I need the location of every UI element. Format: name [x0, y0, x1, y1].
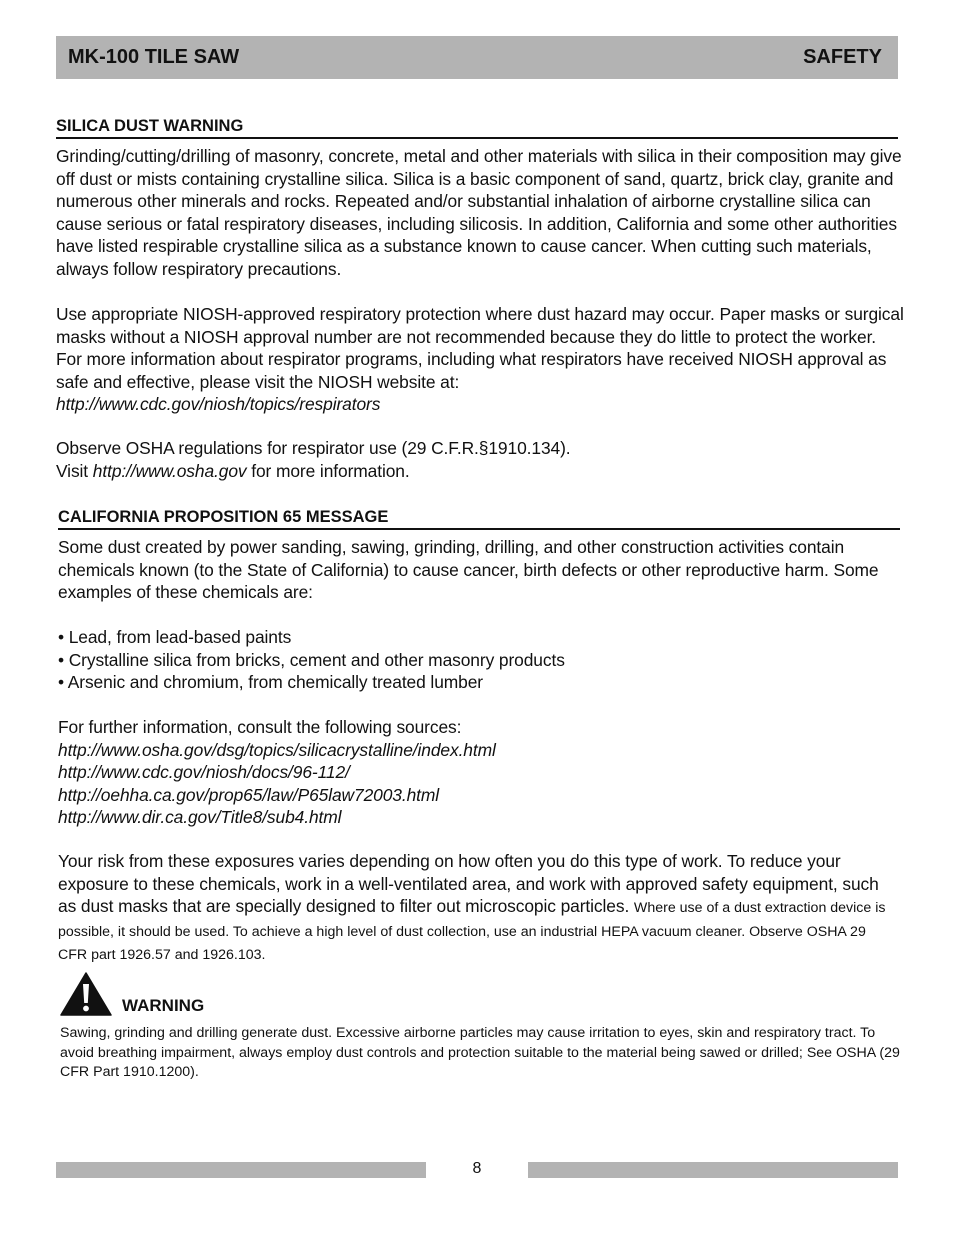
osha-link[interactable]: http://www.osha.gov — [92, 460, 247, 481]
sources-intro: For further information, consult the following sources: — [58, 717, 462, 737]
source-link[interactable]: http://www.osha.gov/dsg/topics/silicacrystalline/index.html — [58, 739, 496, 760]
manual-title: MK-100 TILE SAW — [68, 46, 240, 68]
silica-heading: SILICA DUST WARNING — [56, 116, 898, 139]
footer-bar-right — [528, 1162, 898, 1178]
risk-paragraph — [58, 850, 894, 966]
silica-paragraph-2 — [56, 303, 904, 416]
more-info-text: for more information. — [246, 460, 410, 481]
prop65-intro: Some dust created by power sanding, sawing, grinding, drilling, and other construction activities contain chemicals known (to the State of California) to cause cancer, birth defects or other reproductive harm. Some examples of these chemicals are: — [58, 537, 879, 603]
osha-regulation-text: Observe OSHA regulations for respirator use (29 C.F.R.§1910.134). — [56, 438, 571, 458]
warning-triangle-icon — [60, 972, 112, 1016]
warning-text: Sawing, grinding and drilling generate dust. Excessive airborne particles may cause irritation to eyes, skin and respiratory tract. To avoid breathing impairment, always employ dust controls and protection suitable to the material being sawed or drilled; See OSHA (29 CFR Part 1910.1200). — [60, 1025, 900, 1080]
list-item: • Arsenic and chromium, from chemically treated lumber — [58, 672, 483, 693]
niosh-link[interactable]: http://www.cdc.gov/niosh/topics/respirators — [56, 394, 381, 415]
silica-paragraph-2-text: Use appropriate NIOSH-approved respiratory protection where dust hazard may occur. Paper masks or surgical masks without a NIOSH approval number are not recommended because they do little to protect the worker. For more information about respirator programs, including what respirators have received NIOSH approval as safe and effective, please visit the NIOSH website at: — [56, 304, 904, 392]
section-title: SAFETY — [803, 46, 882, 68]
page-number: 8 — [472, 1160, 482, 1177]
prop65-heading: CALIFORNIA PROPOSITION 65 MESSAGE — [58, 507, 900, 530]
visit-text: Visit — [56, 460, 93, 481]
footer-bar-left — [56, 1162, 426, 1178]
risk-text: Your risk from these exposures varies depending on how often you do this type of work. To reduce your exposure to these chemicals, work in a well-ventilated area, and work with approved safety equipment, such as dust masks that are specially designed to filter out microscopic particles. — [58, 851, 879, 917]
list-item: • Crystalline silica from bricks, cement and other masonry products — [58, 649, 565, 670]
source-link[interactable]: http://www.dir.ca.gov/Title8/sub4.html — [58, 807, 342, 828]
sources-block — [58, 716, 906, 829]
dust-extraction-text: Where use of a dust extraction device is possible, it should be used. To achieve a high level of dust collection, use an industrial HEPA vacuum cleaner. Observe OSHA 29 CFR part 1926.57 and 1926.103. — [58, 900, 886, 964]
source-link[interactable]: http://www.cdc.gov/niosh/docs/96-112/ — [58, 762, 350, 783]
silica-paragraph-1: Grinding/cutting/drilling of masonry, concrete, metal and other materials with silica in their composition may give off dust or mists containing crystalline silica. Silica is a basic component of sand, quartz, brick clay, granite and numerous other minerals and rocks. Repeated and/or substantial inhalation of airborne crystalline silica can cause serious or fatal respiratory diseases, including silicosis. In addition, California and some other authorities have listed respirable crystalline silica as a substance known to cause cancer. When cutting such materials, always follow respiratory precautions. — [56, 146, 902, 279]
list-item: • Lead, from lead-based paints — [58, 627, 292, 647]
warning-title: WARNING — [122, 996, 205, 1015]
silica-paragraph-3 — [56, 437, 904, 482]
chemical-list — [58, 626, 906, 694]
header-bar — [56, 36, 898, 79]
source-link[interactable]: http://oehha.ca.gov/prop65/law/P65law72003.html — [58, 784, 440, 805]
